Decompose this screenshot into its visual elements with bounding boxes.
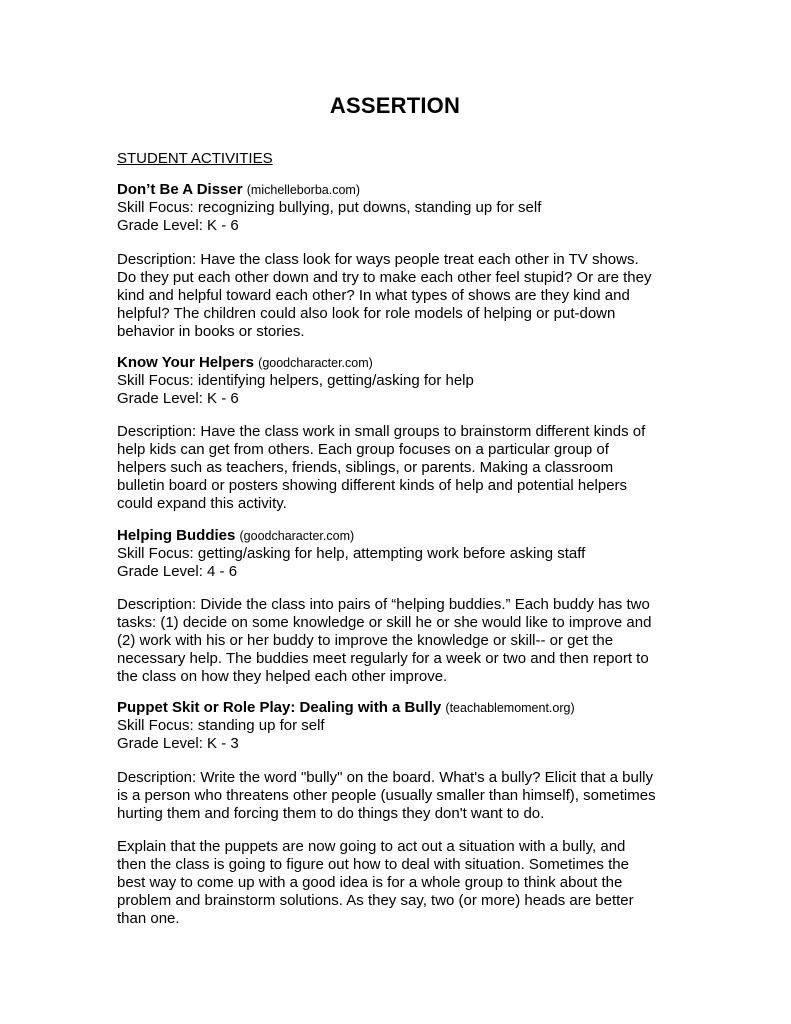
paragraph-line: problem and brainstorm solutions. As they say, two (or more) heads are better <box>117 892 634 909</box>
activity-title: Don’t Be A Disser <box>117 181 243 198</box>
grade-level: Grade Level: K - 3 <box>117 735 239 752</box>
description-line: Description: Have the class work in small groups to brainstorm different kinds of <box>117 423 646 440</box>
activity-description <box>117 251 682 341</box>
description-line: Description: Write the word "bully" on the board. What's a bully? Elicit that a bully <box>117 769 653 786</box>
page-title: ASSERTION <box>329 93 461 118</box>
activity-title: Puppet Skit or Role Play: Dealing with a Bully <box>117 699 442 716</box>
activity-title: Know Your Helpers <box>117 354 254 371</box>
activity-description <box>117 596 682 686</box>
activity-source: (goodcharacter.com) <box>258 356 373 370</box>
description-line: could expand this activity. <box>117 495 287 512</box>
description-line: helpful? The children could also look for role models of helping or put-down <box>117 305 616 322</box>
grade-level: Grade Level: 4 - 6 <box>117 563 238 580</box>
paragraph-line: Explain that the puppets are now going to act out a situation with a bully, and <box>117 838 626 855</box>
description-line: kind and helpful toward each other? In what types of shows are they kind and <box>117 287 630 304</box>
description-line: helpers such as teachers, friends, siblings, or parents. Making a classroom <box>117 459 614 476</box>
activity-extra-paragraph <box>117 838 682 928</box>
activity-header <box>117 181 682 235</box>
description-line: hurting them and forcing them to do things they don't want to do. <box>117 805 545 822</box>
skill-focus: Skill Focus: getting/asking for help, attempting work before asking staff <box>117 545 586 562</box>
description-line: help kids can get from others. Each group focuses on a particular group of <box>117 441 609 458</box>
activity-source: (teachablemoment.org) <box>445 701 575 715</box>
grade-level: Grade Level: K - 6 <box>117 390 239 407</box>
activity-source: (michelleborba.com) <box>246 183 360 197</box>
description-line: Description: Have the class look for ways people treat each other in TV shows. <box>117 251 639 268</box>
activity-header <box>117 699 682 753</box>
description-line: is a person who threatens other people (usually smaller than himself), sometimes <box>117 787 656 804</box>
description-line: bulletin board or posters showing different kinds of help and potential helpers <box>117 477 628 494</box>
paragraph-line: then the class is going to figure out how to deal with situation. Sometimes the <box>117 856 629 873</box>
grade-level: Grade Level: K - 6 <box>117 217 239 234</box>
section-heading: STUDENT ACTIVITIES <box>117 150 273 167</box>
description-line: Description: Divide the class into pairs of “helping buddies.” Each buddy has two <box>117 596 650 613</box>
description-line: necessary help. The buddies meet regularly for a week or two and then report to <box>117 650 649 667</box>
description-line: behavior in books or stories. <box>117 323 305 340</box>
description-line: the class on how they helped each other improve. <box>117 668 448 685</box>
activity-description <box>117 423 682 513</box>
activity-title: Helping Buddies <box>117 527 236 544</box>
paragraph-line: best way to come up with a good idea is for a whole group to think about the <box>117 874 623 891</box>
activity-source: (goodcharacter.com) <box>239 529 355 543</box>
skill-focus: Skill Focus: standing up for self <box>117 717 325 734</box>
skill-focus: Skill Focus: recognizing bullying, put downs, standing up for self <box>117 199 542 216</box>
description-line: Do they put each other down and try to make each other feel stupid? Or are they <box>117 269 652 286</box>
activity-header <box>117 527 682 581</box>
skill-focus: Skill Focus: identifying helpers, getting/asking for help <box>117 372 474 389</box>
description-line: tasks: (1) decide on some knowledge or skill he or she would like to improve and <box>117 614 652 631</box>
activity-description <box>117 769 682 823</box>
activity-header <box>117 354 682 408</box>
paragraph-line: than one. <box>117 910 180 927</box>
description-line: (2) work with his or her buddy to improve the knowledge or skill-- or get the <box>117 632 614 649</box>
